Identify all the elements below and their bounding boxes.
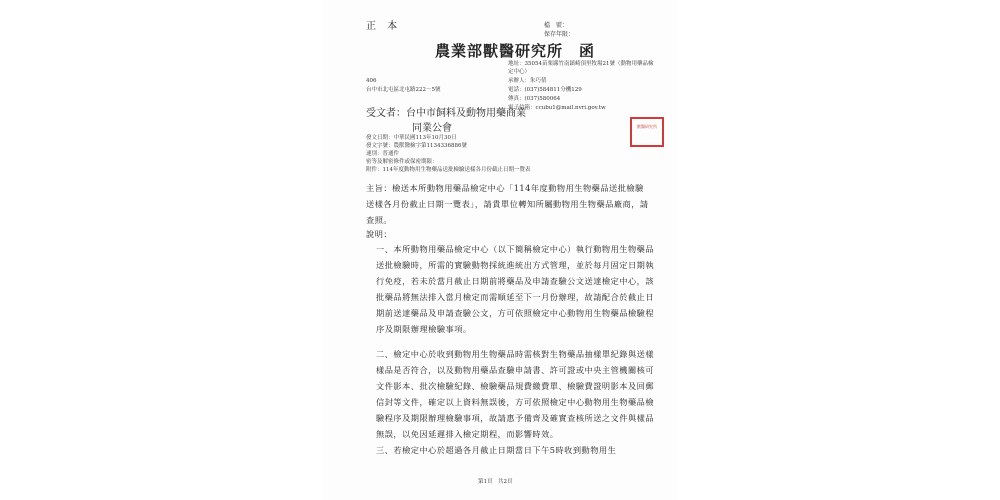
sender-email: 電子信箱：ccubu1@mail.nvri.gov.tw <box>508 105 606 111</box>
issue-number: 發文字號：農獸醫檢字第1134336886號 <box>366 143 467 149</box>
recipient-line-1: 受文者：台中市飼料及動物用藥商業 <box>366 108 526 119</box>
official-seal-stamp <box>630 117 664 147</box>
sender-contact: 承辦人：朱巧倩 <box>508 78 547 84</box>
sender-fax: 傳真：(037)580064 <box>508 96 561 102</box>
recipient-street-address: 台中市北屯區北屯路222－5號 <box>366 87 441 93</box>
issue-date: 發文日期：中華民國113年10月30日 <box>366 135 457 141</box>
subject-paragraph: 主旨：檢送本所動物用藥品檢定中心「114年度動物用生物藥品送批檢驗送樣各月份截止日期一覽表」，請貴單位轉知所屬動物用生物藥品廠商，請查照。 <box>366 183 649 225</box>
recipient-postal-code: 406 <box>366 78 377 84</box>
explanation-item-2: 二、檢定中心於收到動物用生物藥品時需核對生物藥品抽樣單紀錄與送樣樣品是否符合，以及動物用藥品查驗申請書、許可證或中央主管機關核可文件影本、批次檢驗紀錄、檢驗藥品規費繳費單、檢驗費證明影本及回郵信封等文件，確定以上資料無誤後，方可依照檢定中心動物用生物藥品檢驗程序及期限辦理檢驗事項，故請惠予備齊及確實查核所送之文件與樣品無誤，以免因延遲排入檢定期程，而影響時效。 <box>376 349 655 439</box>
explanation-item-3: 三、若檢定中心於超過各月截止日期當日下午5時收到動物用生 <box>376 445 617 455</box>
sender-address: 地址：35054苗栗縣竹南鎮崎頂里牧場21號（動物用藥品檢定中心） <box>508 61 654 75</box>
page-footer: 第1頁 共2頁 <box>478 479 513 485</box>
attachment-line: 附件：114年度動物用生物藥品送批檢驗送樣各月份截止日期一覽表 <box>366 167 531 173</box>
explanation-label: 說明： <box>366 229 393 239</box>
recipient-line-2: 同業公會 <box>412 123 452 134</box>
agency-title: 農業部獸醫研究所 函 <box>435 42 596 60</box>
security-level: 密等及解密條件或保密期限： <box>366 159 438 165</box>
delivery-speed: 速別：普通件 <box>366 151 400 157</box>
retention-label: 保存年限： <box>544 31 575 38</box>
explanation-item-1: 一、本所動物用藥品檢定中心（以下簡稱檢定中心）執行動物用生物藥品送批檢驗時，所需的實驗動物採統進統出方式管理，並於每月固定日期執行免疫，若未於當月截止日期前將藥品及申請查驗公文送達檢定中心，該批藥品將無法排入當月檢定而需順延至下一月份辦理，故請配合於截止日期前送達藥品及申請查驗公文，方可依照檢定中心動物用生物藥品檢驗程序及期限辦理檢驗事項。 <box>376 244 655 334</box>
sender-phone: 電話：(037)584811分機129 <box>508 87 582 93</box>
copy-label: 正 本 <box>366 21 402 32</box>
seal-text: 獸醫研究所 <box>637 124 657 129</box>
file-number-label: 檔 號： <box>544 22 569 29</box>
